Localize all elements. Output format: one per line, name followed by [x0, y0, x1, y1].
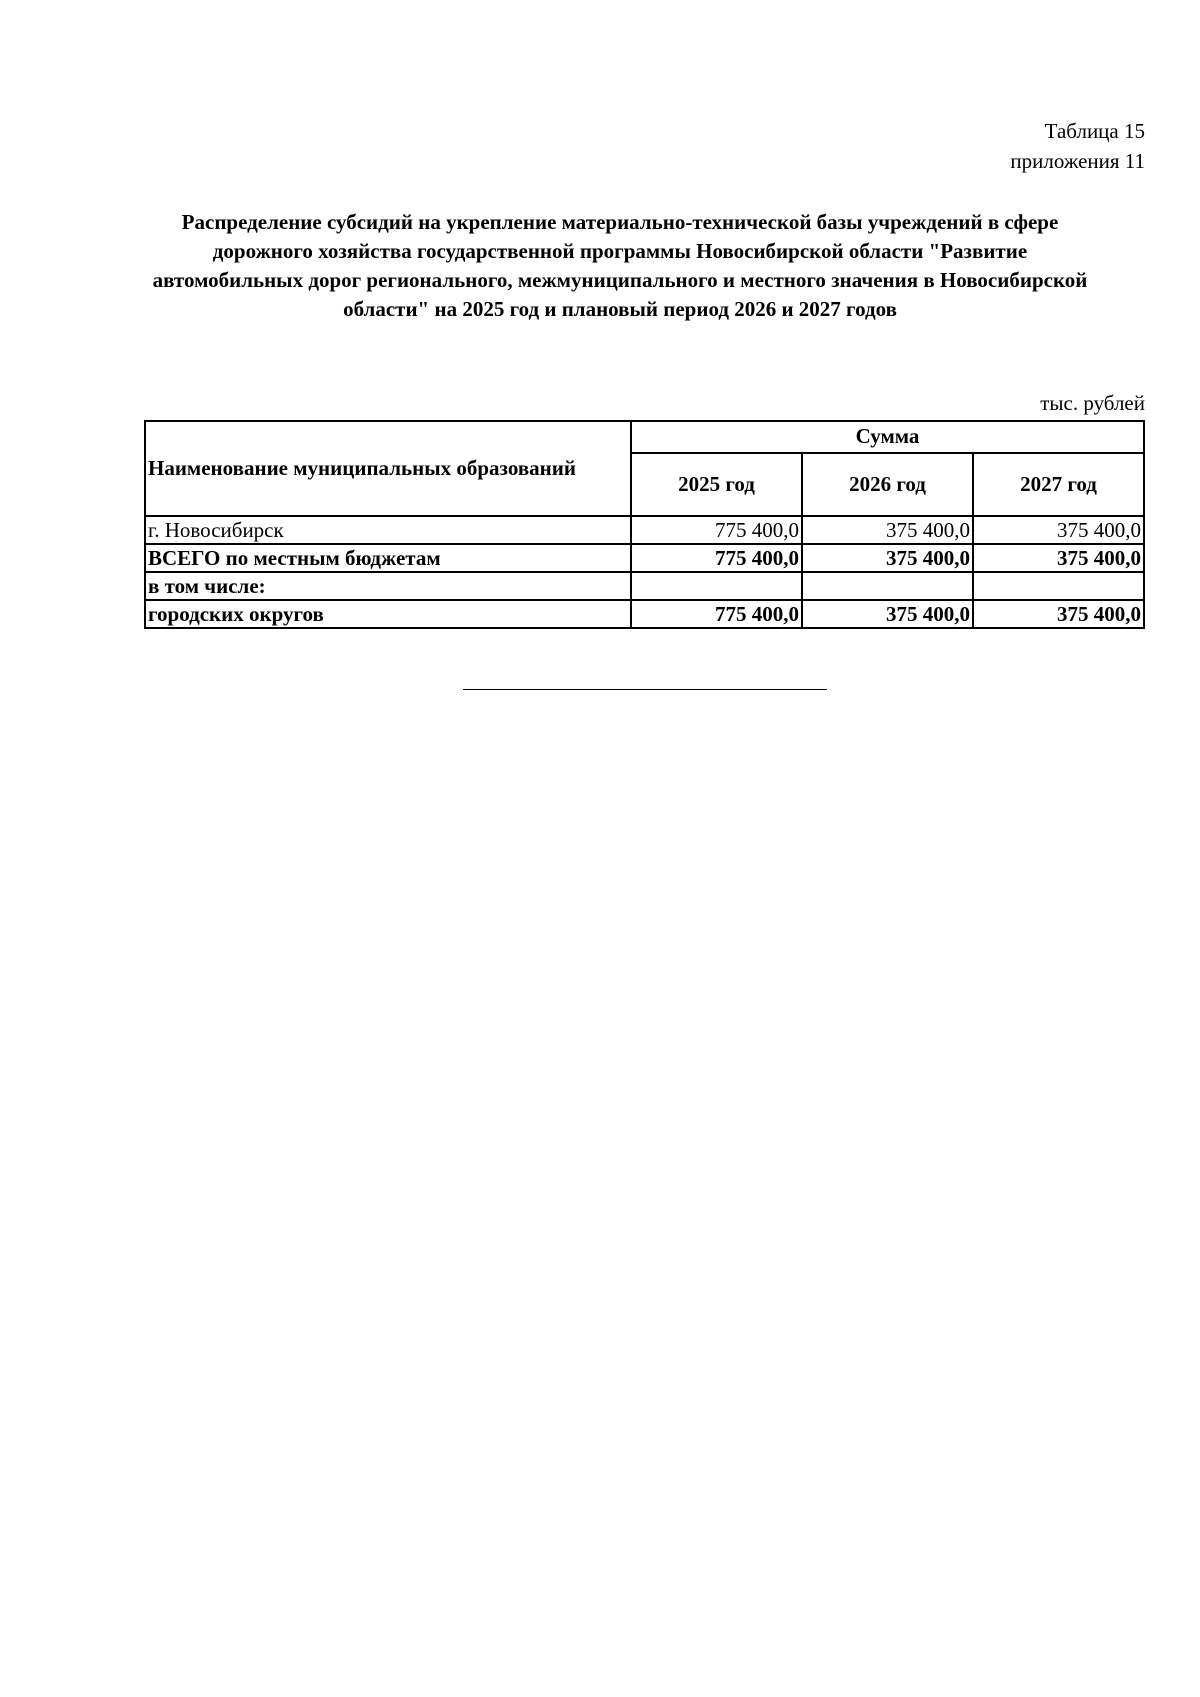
table-row-urban-districts: [145, 600, 1144, 628]
units-label: тыс. рублей: [1040, 391, 1145, 415]
column-group-header-sum: Сумма: [631, 421, 1144, 453]
document-title: Распределение субсидий на укрепление материально-технической базы учреждений в сфере дорожного хозяйства государственной программы Новосибирской области "Развитие автомобильных дорог регионального, межмуниципального и местного значения в Новосибирской области" на 2025 год и плановый период 2026 и 2027 годов: [152, 210, 1088, 321]
value-cell-2025: 775 400,0: [631, 544, 802, 572]
table-number: Таблица 15: [1044, 119, 1145, 143]
table-row-including: [145, 572, 1144, 600]
subsidy-distribution-table: [144, 420, 1145, 629]
row-name-cell: в том числе:: [145, 572, 631, 600]
value-cell-2027: 375 400,0: [973, 516, 1144, 544]
value-cell-2027: [973, 572, 1144, 600]
value-cell-2027: 375 400,0: [973, 600, 1144, 628]
column-header-year-2026: 2026 год: [802, 453, 973, 516]
value-cell-2025: 775 400,0: [631, 600, 802, 628]
row-name-cell: г. Новосибирск: [145, 516, 631, 544]
value-cell-2025: [631, 572, 802, 600]
end-of-document-divider: [463, 689, 827, 690]
row-name-cell: городских округов: [145, 600, 631, 628]
column-header-municipality: Наименование муниципальных образований: [145, 421, 631, 516]
column-header-year-2025: 2025 год: [631, 453, 802, 516]
table-row-novosibirsk: [145, 516, 1144, 544]
value-cell-2026: 375 400,0: [802, 544, 973, 572]
table-row-total-local-budgets: [145, 544, 1144, 572]
row-name-cell: ВСЕГО по местным бюджетам: [145, 544, 631, 572]
value-cell-2026: 375 400,0: [802, 600, 973, 628]
value-cell-2025: 775 400,0: [631, 516, 802, 544]
column-header-year-2027: 2027 год: [973, 453, 1144, 516]
table-reference: [1010, 116, 1145, 176]
value-cell-2027: 375 400,0: [973, 544, 1144, 572]
appendix-number: приложения 11: [1010, 149, 1145, 173]
value-cell-2026: 375 400,0: [802, 516, 973, 544]
value-cell-2026: [802, 572, 973, 600]
